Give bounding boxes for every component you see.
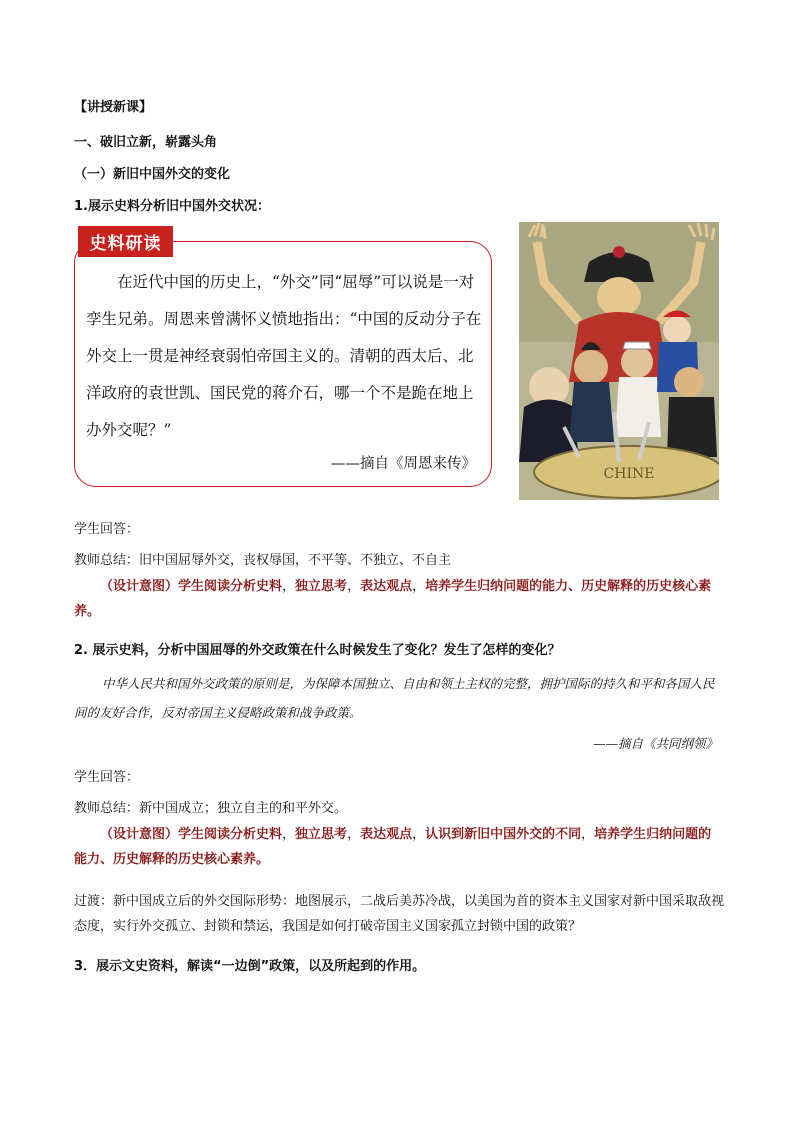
teacher-summary-2: 教师总结：新中国成立；独立自主的和平外交。	[74, 801, 348, 816]
source-card-badge: 史料研读	[78, 226, 173, 257]
cartoon-pie-label: CHINE	[603, 466, 655, 482]
source-card-body: 在近代中国的历史上，“外交”同“屈辱”可以说是一对孪生兄弟。周恩来曾满怀义愤地指出：“中国的反动分子在外交上一贯是神经衰弱怕帝国主义的。清朝的西太后、北洋政府的袁世凯、国民党的蒋介石，哪一个不是跪在地上办外交呢？”	[86, 273, 482, 439]
transition-paragraph: 过渡：新中国成立后的外交国际形势：地图展示，二战后美苏冷战，以美国为首的资本主义国家对新中国采取敌视态度，实行外交孤立、封锁和禁运，我国是如何打破帝国主义国家孤立封锁中国的政策？	[74, 894, 725, 934]
part1-title: 一、破旧立新，崭露头角	[74, 135, 218, 150]
item1-heading: 1.展示史料分析旧中国外交状况：	[74, 199, 270, 214]
cartoon-image	[519, 222, 719, 500]
quote-body: 中华人民共和国外交政策的原则是，为保障本国独立、自由和领土主权的完整，拥护国际的持久和平和各国人民间的友好合作，反对帝国主义侵略政策和战争政策。	[74, 676, 715, 720]
item2-heading: 2. 展示史料，分析中国屈辱的外交政策在什么时候发生了变化？发生了怎样的变化？	[74, 643, 561, 658]
student-answer-2: 学生回答：	[74, 770, 140, 785]
teacher-summary-1: 教师总结：旧中国屈辱外交，丧权辱国，不平等、不独立、不自主	[74, 553, 452, 568]
design-intent-1: （设计意图）学生阅读分析史料，独立思考，表达观点，培养学生归纳问题的能力、历史解释的历史核心素养。	[74, 579, 712, 619]
quote-source: ——摘自《共同纲领》	[592, 736, 718, 751]
student-answer-1: 学生回答：	[74, 522, 140, 537]
section-header: 【讲授新课】	[74, 100, 153, 115]
item3-heading: 3．展示文史资料，解读“一边倒”政策，以及所起到的作用。	[74, 959, 426, 974]
source-card-source: ——摘自《周恩来传》	[331, 456, 476, 472]
sub1-title: （一）新旧中国外交的变化	[74, 167, 231, 182]
design-intent-2: （设计意图）学生阅读分析史料，独立思考，表达观点，认识到新旧中国外交的不同，培养学生归纳问题的能力、历史解释的历史核心素养。	[74, 827, 712, 867]
